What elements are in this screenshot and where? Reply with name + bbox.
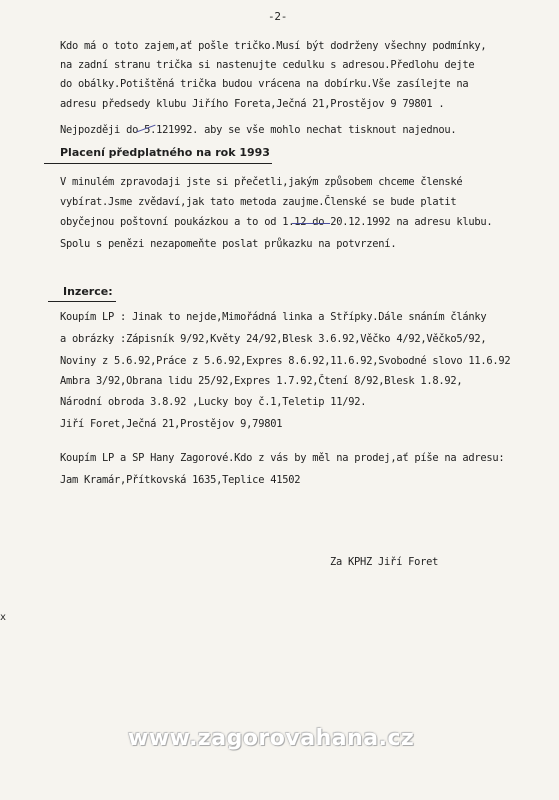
heading-ads: Inzerce: [63, 285, 113, 298]
paragraph-line: Kdo má o toto zajem,ať pošle tričko.Musí být dodrženy všechny podmínky, [60, 40, 487, 52]
page-number: -2- [268, 10, 288, 23]
pen-strike [292, 223, 330, 224]
paragraph-line: na zadní stranu trička si nastenujte cedulku s adresou.Předlohu dejte [60, 59, 475, 71]
ad-line: Národní obroda 3.8.92 ,Lucky boy č.1,Teletip 11/92. [60, 396, 367, 408]
paragraph-line: obyčejnou poštovní poukázkou a to od 1.12 do 20.12.1992 na adresu klubu. [60, 216, 493, 228]
ad-line: Koupím LP : Jinak to nejde,Mimořádná linka a Střípky.Dále snáním články [60, 311, 487, 323]
paragraph-line: adresu předsedy klubu Jiřího Foreta,Ječná 21,Prostějov 9 79801 . [60, 98, 445, 110]
ad-line: Ambra 3/92,Obrana lidu 25/92,Expres 1.7.92,Čtení 8/92,Blesk 1.8.92, [60, 375, 463, 387]
ad-line: Noviny z 5.6.92,Práce z 5.6.92,Expres 8.6.92,11.6.92,Svobodné slovo 11.6.92 [60, 355, 511, 367]
ad-line: Jiří Foret,Ječná 21,Prostějov 9,79801 [60, 418, 283, 430]
heading-payment: Placení předplatného na rok 1993 [60, 146, 270, 159]
paragraph-line: Spolu s penězi nezapomeňte poslat průkazku na potvrzení. [60, 238, 397, 250]
paragraph-line: Nejpozději do 5.121992. aby se vše mohlo nechat tisknout najednou. [60, 124, 457, 136]
ad-line: a obrázky :Zápisník 9/92,Květy 24/92,Blesk 3.6.92,Věčko 4/92,Věčko5/92, [60, 333, 487, 345]
paragraph-line: vybírat.Jsme zvědaví,jak tato metoda zaujme.Členské se bude platit [60, 196, 457, 208]
margin-mark: x [0, 612, 7, 623]
ad-line: Jam Kramár,Přítkovská 1635,Teplice 41502 [60, 474, 301, 486]
ad-line: Koupím LP a SP Hany Zagorové.Kdo z vás by měl na prodej,ať píše na adresu: [60, 452, 505, 464]
paragraph-line: do obálky.Potištěná trička budou vrácena na dobírku.Vše zasílejte na [60, 78, 469, 90]
heading-underline [48, 301, 116, 302]
paragraph-line: V minulém zpravodaji jste si přečetli,jakým způsobem chceme členské [60, 176, 463, 188]
heading-underline [44, 163, 272, 164]
signature: Za KPHZ Jiří Foret [330, 556, 439, 568]
watermark: www.zagorovahana.cz [128, 726, 415, 751]
